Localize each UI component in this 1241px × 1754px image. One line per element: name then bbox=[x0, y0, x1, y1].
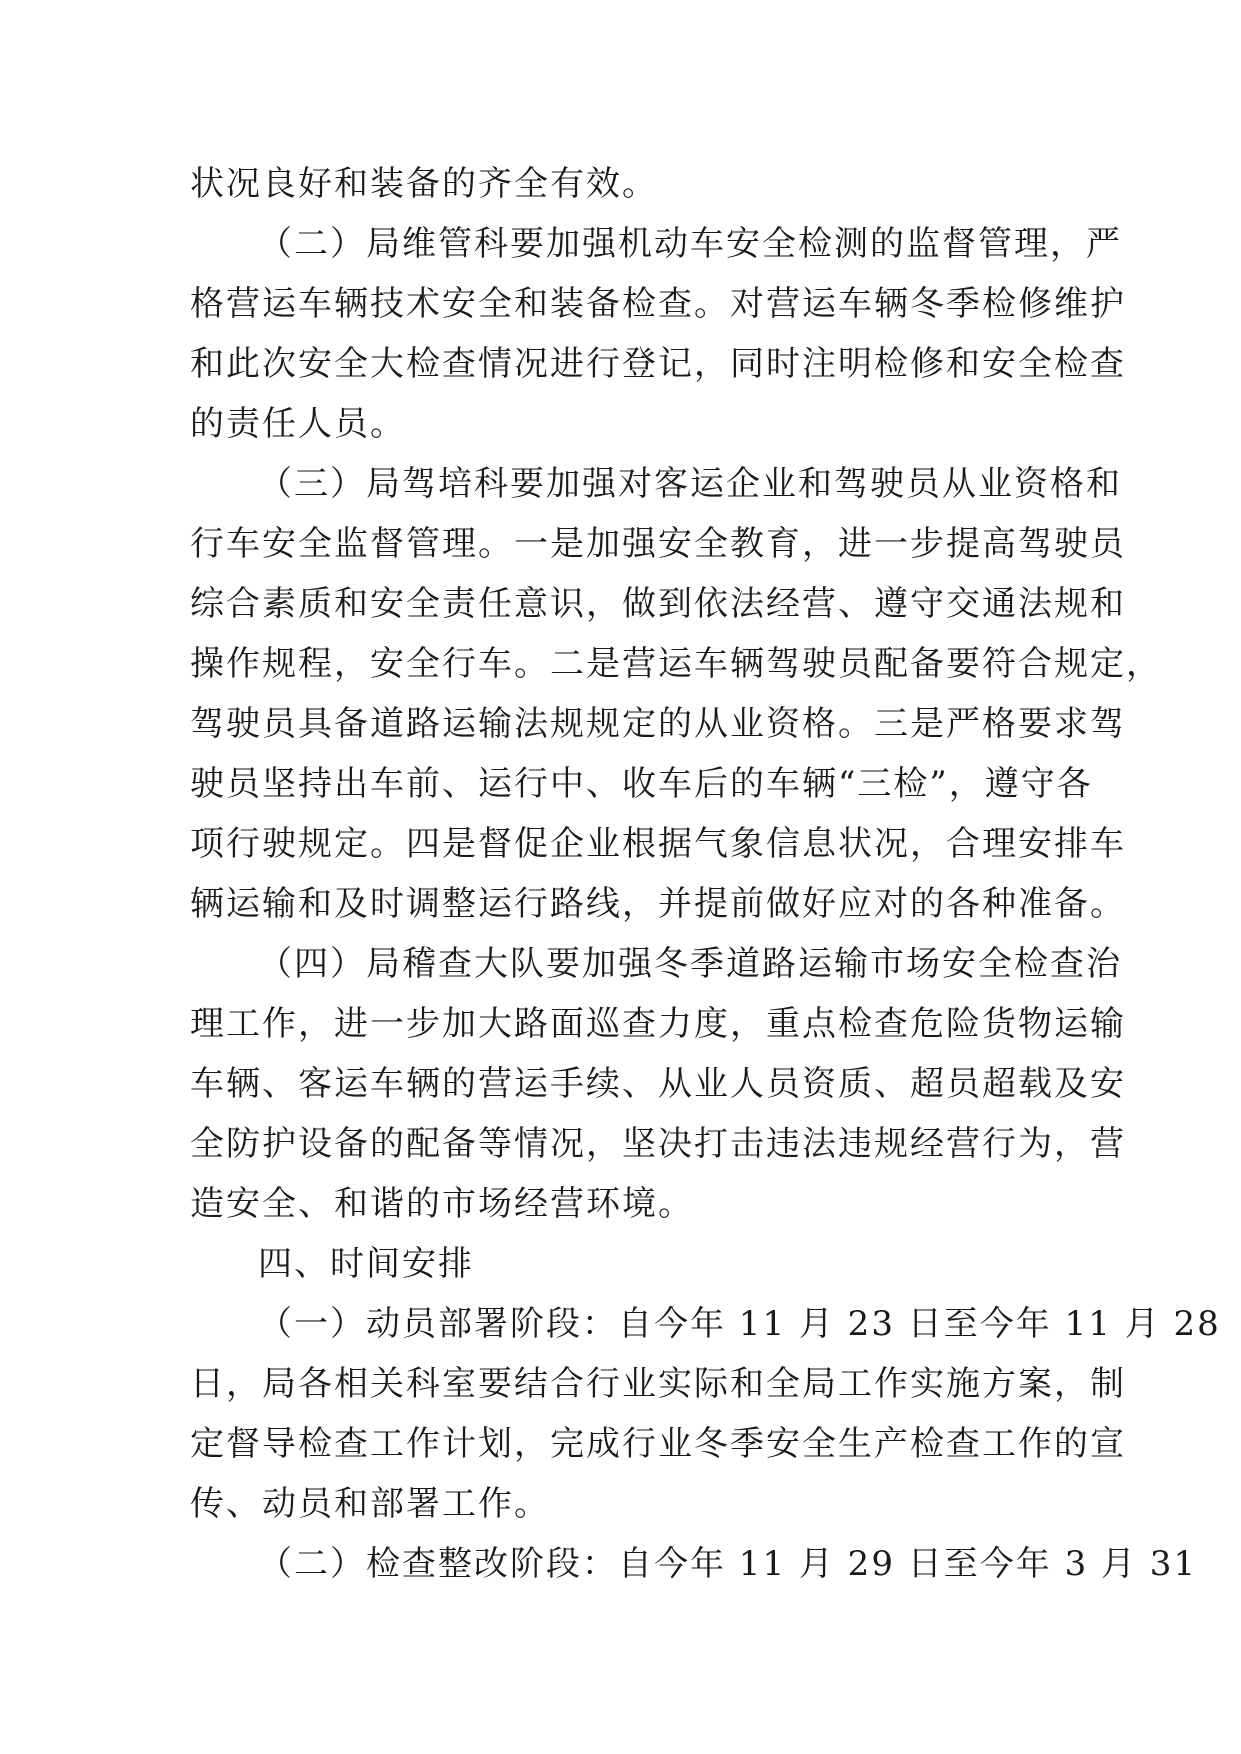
body-text-line: 项行驶规定。四是督促企业根据气象信息状况，合理安排车 bbox=[190, 824, 1126, 864]
body-text-line: 驾驶员具备道路运输法规规定的从业资格。三是严格要求驾 bbox=[190, 704, 1126, 744]
paragraph-3-line: （三）局驾培科要加强对客运企业和驾驶员从业资格和 bbox=[258, 464, 1122, 504]
section-heading: 四、时间安排 bbox=[258, 1244, 474, 1284]
body-text-line: 日，局各相关科室要结合行业实际和全局工作实施方案，制 bbox=[190, 1364, 1126, 1404]
body-text-line: 传、动员和部署工作。 bbox=[190, 1484, 550, 1524]
body-text-line: 驶员坚持出车前、运行中、收车后的车辆“三检”，遵守各 bbox=[190, 764, 1093, 804]
body-text-line: 综合素质和安全责任意识，做到依法经营、遵守交通法规和 bbox=[190, 584, 1126, 624]
body-text-line: 辆运输和及时调整运行路线，并提前做好应对的各种准备。 bbox=[190, 884, 1126, 924]
body-text-line: 行车安全监督管理。一是加强安全教育，进一步提高驾驶员 bbox=[190, 524, 1126, 564]
paragraph-2-line: （二）局维管科要加强机动车安全检测的监督管理，严 bbox=[258, 224, 1122, 264]
body-text-line: 定督导检查工作计划，完成行业冬季安全生产检查工作的宣 bbox=[190, 1424, 1126, 1464]
body-text-line: 状况良好和装备的齐全有效。 bbox=[190, 164, 658, 204]
schedule-item-1-line: （一）动员部署阶段：自今年 11 月 23 日至今年 11 月 28 bbox=[258, 1304, 1221, 1344]
schedule-item-2-line: （二）检查整改阶段：自今年 11 月 29 日至今年 3 月 31 bbox=[258, 1544, 1198, 1584]
body-text-line: 理工作，进一步加大路面巡查力度，重点检查危险货物运输 bbox=[190, 1004, 1126, 1044]
body-text-line: 操作规程，安全行车。二是营运车辆驾驶员配备要符合规定， bbox=[190, 644, 1162, 684]
body-text-line: 造安全、和谐的市场经营环境。 bbox=[190, 1184, 694, 1224]
body-text-line: 车辆、客运车辆的营运手续、从业人员资质、超员超载及安 bbox=[190, 1064, 1126, 1104]
body-text-line: 格营运车辆技术安全和装备检查。对营运车辆冬季检修维护 bbox=[190, 284, 1126, 324]
body-text-line: 全防护设备的配备等情况，坚决打击违法违规经营行为，营 bbox=[190, 1124, 1126, 1164]
body-text-line: 的责任人员。 bbox=[190, 404, 406, 444]
body-text-line: 和此次安全大检查情况进行登记，同时注明检修和安全检查 bbox=[190, 344, 1126, 384]
paragraph-4-line: （四）局稽查大队要加强冬季道路运输市场安全检查治 bbox=[258, 944, 1122, 984]
